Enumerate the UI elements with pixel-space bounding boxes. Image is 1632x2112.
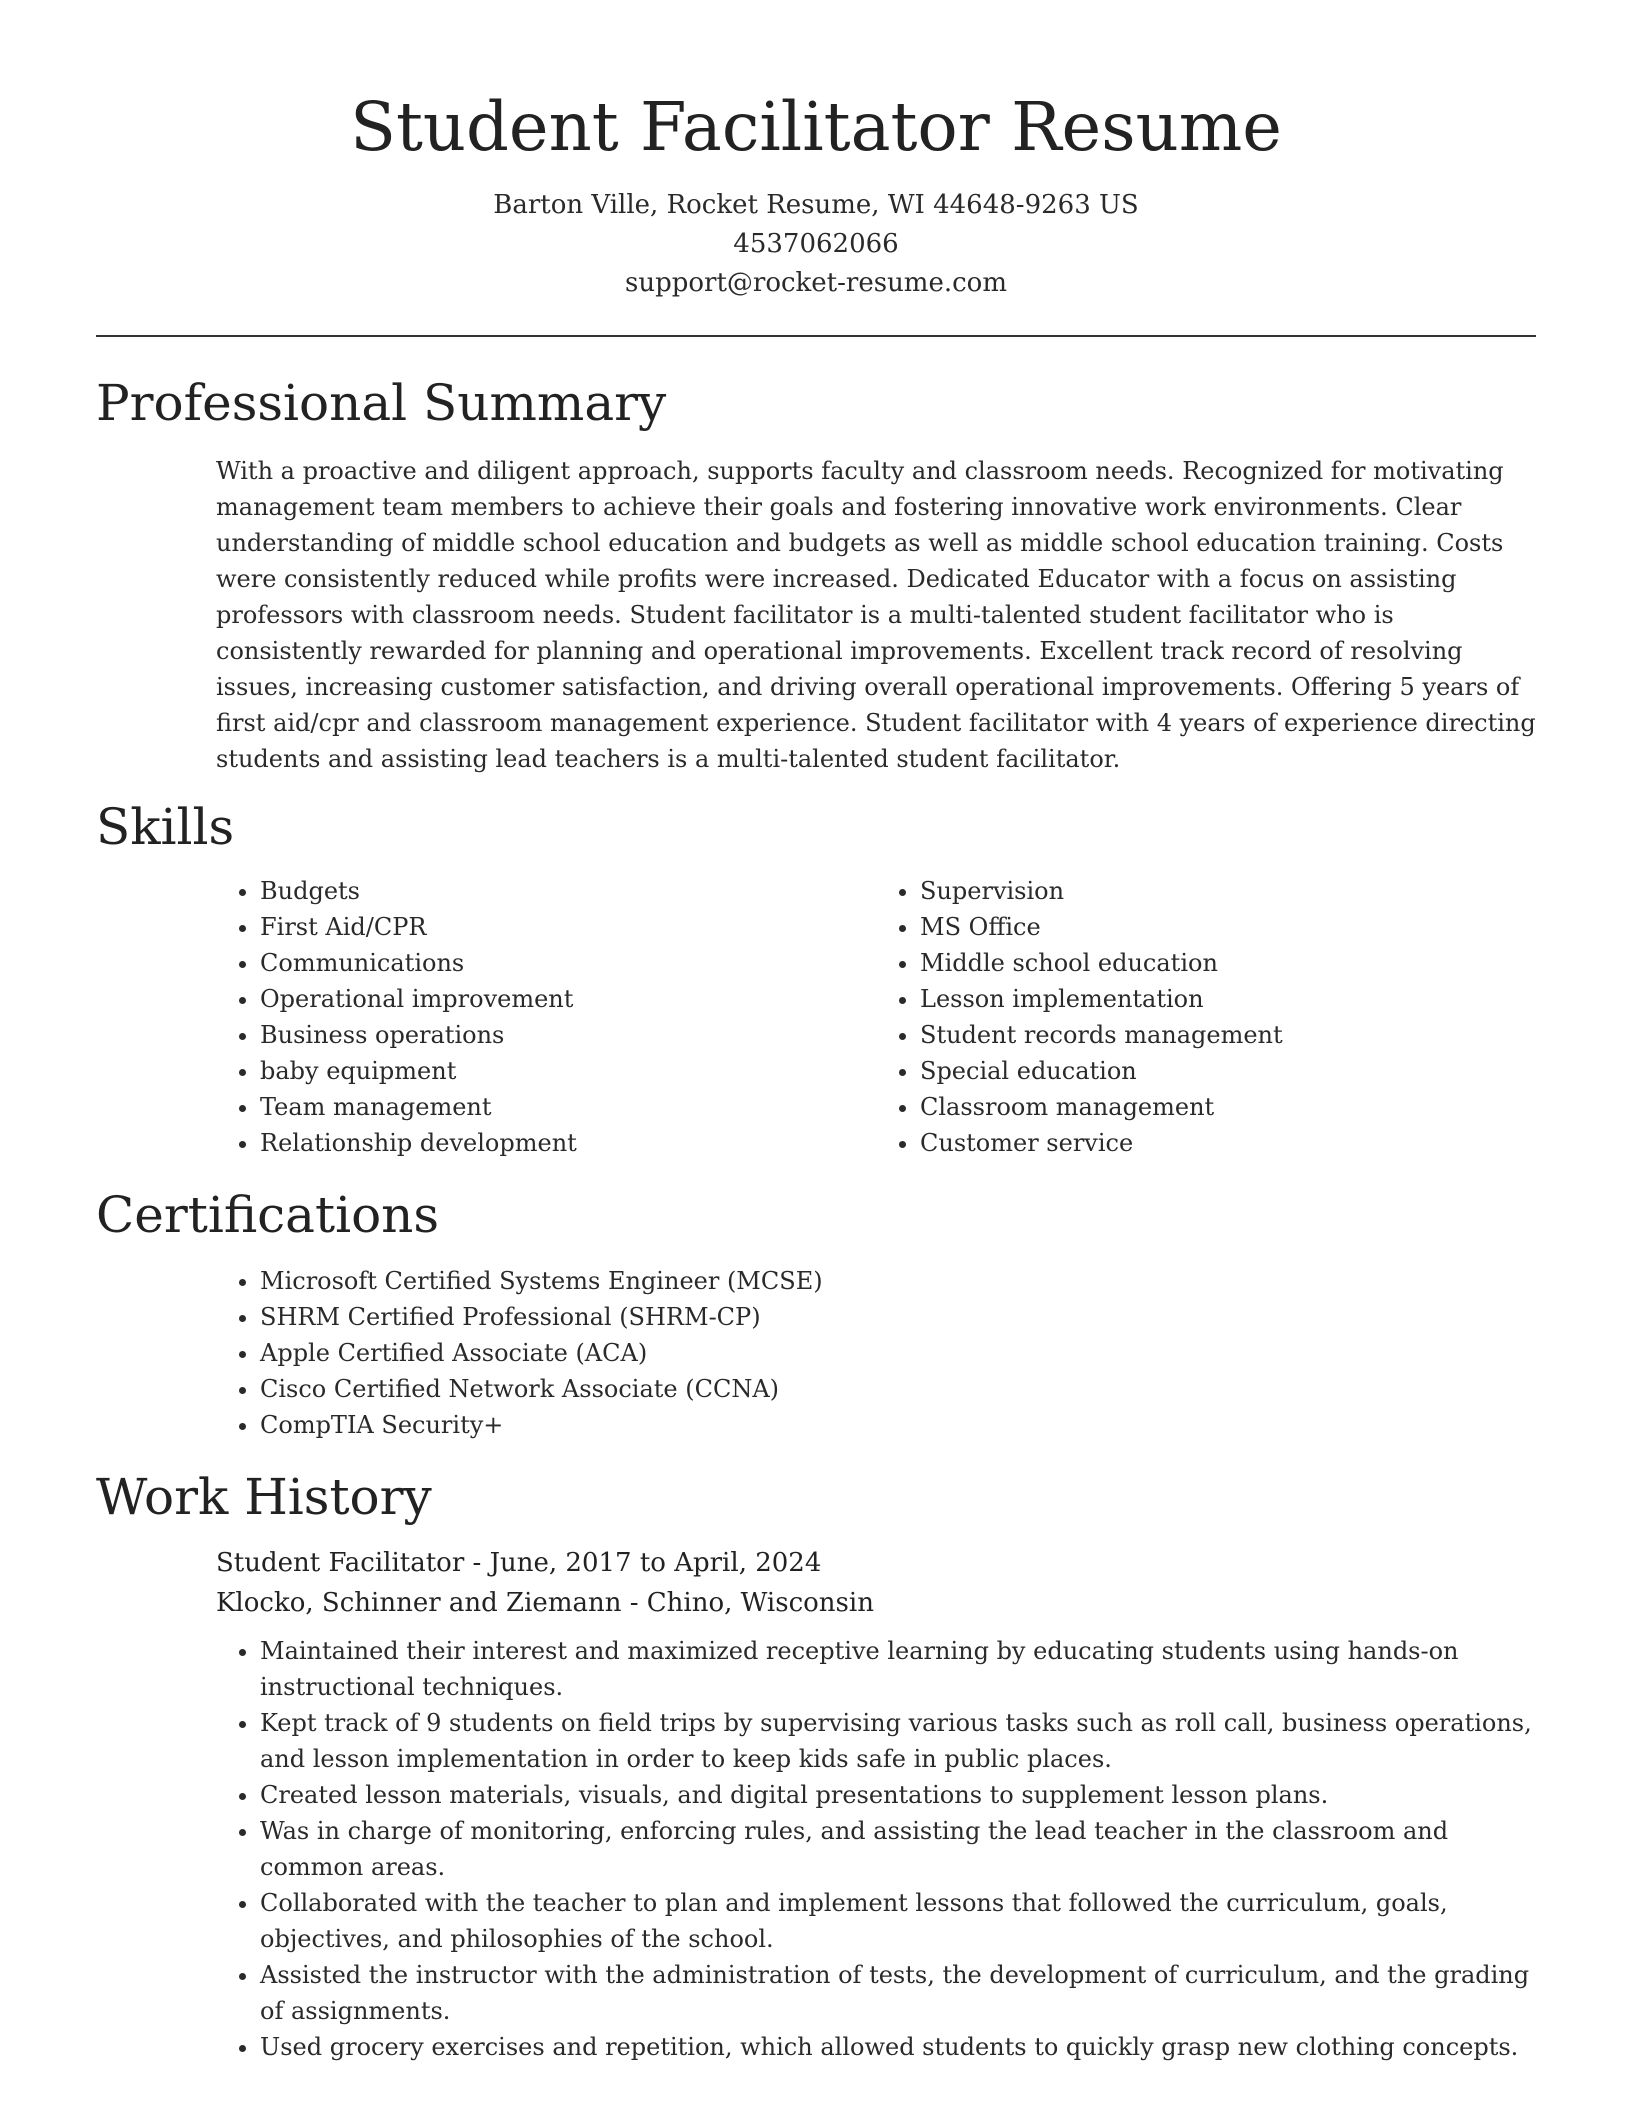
- skill-item: • baby equipment: [260, 1053, 876, 1089]
- section-title-work-history: Work History: [96, 1468, 432, 1526]
- skill-item: • Team management: [260, 1089, 876, 1125]
- certification-item: • Cisco Certified Network Associate (CCNA): [260, 1371, 1536, 1407]
- skill-item: • Middle school education: [920, 945, 1536, 981]
- resume-title: Student Facilitator Resume: [350, 88, 1282, 166]
- contact-address: Barton Ville, Rocket Resume, WI 44648-9263 US: [493, 190, 1139, 220]
- skill-item: • Relationship development: [260, 1125, 876, 1161]
- certification-item: • SHRM Certified Professional (SHRM-CP): [260, 1299, 1536, 1335]
- certification-item: • CompTIA Security+: [260, 1407, 1536, 1443]
- contact-phone: 4537062066: [733, 229, 899, 259]
- skills-column-left: [216, 873, 876, 1161]
- job-duty-item: • Collaborated with the teacher to plan and implement lessons that followed the curriculum, goals, objectives, and philosophies of the school.: [260, 1885, 1536, 1957]
- contact-email: support@rocket-resume.com: [624, 268, 1007, 298]
- job-location: - Chino, Wisconsin: [621, 1588, 874, 1618]
- job-duty-item: • Created lesson materials, visuals, and digital presentations to supplement lesson plans.: [260, 1777, 1536, 1813]
- skill-item: • Customer service: [920, 1125, 1536, 1161]
- skill-item: • First Aid/CPR: [260, 909, 876, 945]
- skill-item: • Classroom management: [920, 1089, 1536, 1125]
- skill-item: • Budgets: [260, 873, 876, 909]
- summary-text: With a proactive and diligent approach, supports faculty and classroom needs. Recognized for motivating management team members to achieve their goals and fostering innovative work environments. Clear understanding of middle school education and budgets as well as middle school education training. Costs were consistently reduced while profits were increased. Dedicated Educator with a focus on assisting professors with classroom needs. Student facilitator is a multi-talented student facilitator who is consistently rewarded for planning and operational improvements. Excellent track record of resolving issues, increasing customer satisfaction, and driving overall operational improvements. Offering 5 years of first aid/cpr and classroom management experience. Student facilitator with 4 years of experience directing students and assisting lead teachers is a multi-talented student facilitator.: [216, 457, 1536, 773]
- job-duty-item: • Kept track of 9 students on field trips by supervising various tasks such as roll call, business operations, and lesson implementation in order to keep kids safe in public places.: [260, 1705, 1536, 1777]
- job-duties: [216, 1633, 1536, 2065]
- job-header: [216, 1543, 1536, 1623]
- header-divider: [96, 335, 1536, 337]
- section-title-certifications: Certifications: [96, 1186, 440, 1244]
- skill-item: • Business operations: [260, 1017, 876, 1053]
- job-duties-list: [216, 1633, 1536, 2065]
- skills-column-right: [876, 873, 1536, 1161]
- skill-item: • Supervision: [920, 873, 1536, 909]
- skill-item: • Lesson implementation: [920, 981, 1536, 1017]
- job-company-line: [216, 1583, 1536, 1623]
- skill-item: • Communications: [260, 945, 876, 981]
- certification-item: • Microsoft Certified Systems Engineer (MCSE): [260, 1263, 1536, 1299]
- skill-item: • MS Office: [920, 909, 1536, 945]
- job-duty-item: • Assisted the instructor with the administration of tests, the development of curriculum, and the grading of assignments.: [260, 1957, 1536, 2029]
- section-title-skills: Skills: [96, 798, 235, 856]
- skill-item: • Special education: [920, 1053, 1536, 1089]
- section-title-summary: Professional Summary: [96, 374, 667, 432]
- job-dates: - June, 2017 to April, 2024: [464, 1548, 822, 1578]
- job-duty-item: • Maintained their interest and maximized receptive learning by educating students using hands-on instructional techniques.: [260, 1633, 1536, 1705]
- job-position: Student Facilitator: [216, 1548, 465, 1578]
- skill-item: • Operational improvement: [260, 981, 876, 1017]
- job-company: Klocko, Schinner and Ziemann: [216, 1588, 622, 1618]
- contact-block: [96, 186, 1536, 303]
- certifications-list: [96, 1263, 1536, 1443]
- job-duty-item: • Used grocery exercises and repetition, which allowed students to quickly grasp new clothing concepts.: [260, 2029, 1536, 2065]
- job-entry: [96, 1543, 1536, 2065]
- skill-item: • Student records management: [920, 1017, 1536, 1053]
- skills-list: [96, 873, 1536, 1161]
- job-title-line: [216, 1543, 1536, 1583]
- job-duty-item: • Was in charge of monitoring, enforcing rules, and assisting the lead teacher in the classroom and common areas.: [260, 1813, 1536, 1885]
- certification-item: • Apple Certified Associate (ACA): [260, 1335, 1536, 1371]
- certifications-bullets: [216, 1263, 1536, 1443]
